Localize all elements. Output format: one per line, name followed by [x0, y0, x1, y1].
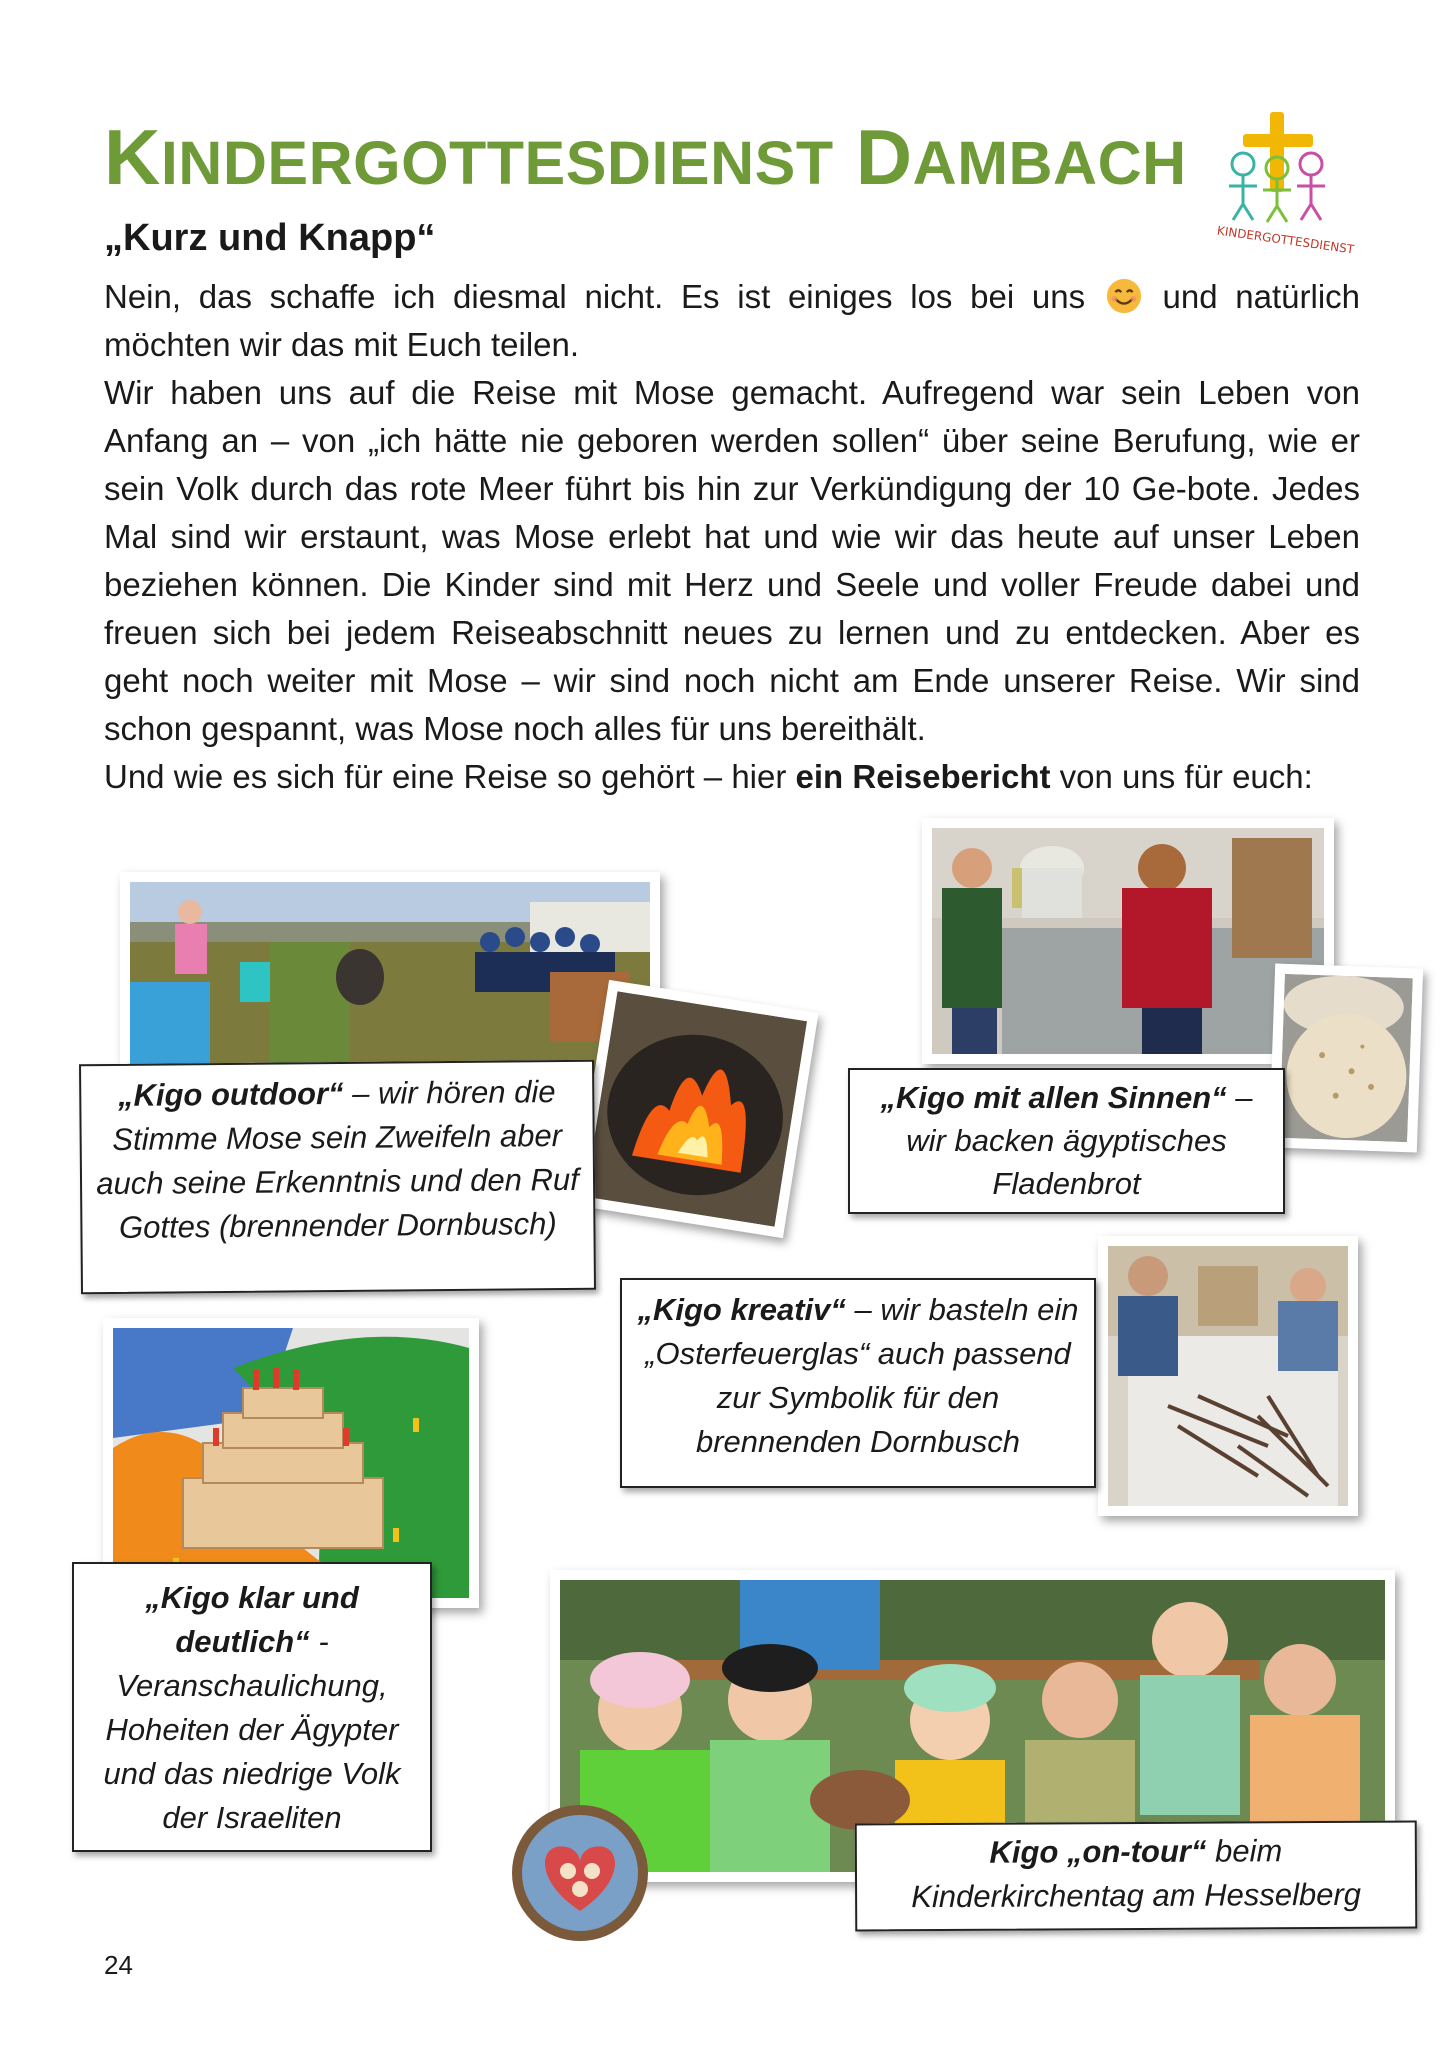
photo-kigo-kreativ — [1098, 1236, 1358, 1516]
kinderkirchentag-badge — [510, 1803, 650, 1943]
caption-kigo-klar: „Kigo klar und deutlich“ - Veranschaulichung, Hoheiten der Ägypter und das niedrige Volk der Israeliten — [72, 1562, 432, 1852]
caption-kigo-kreativ: „Kigo kreativ“ – wir basteln ein „Osterfeuerglas“ auch passend zur Symbolik für den brennenden Dornbusch — [620, 1278, 1096, 1488]
photo-kigo-outdoor — [120, 872, 660, 1084]
kindergottesdienst-logo — [1215, 112, 1355, 260]
paragraph-2: Wir haben uns auf die Reise mit Mose gemacht. Aufregend war sein Leben von Anfang an – von „ich hätte nie geboren werden sollen“ über seine Berufung, wie er sein Volk durch das rote Meer führt bis hin zur Verkündigung der 10 Ge-bote. Jedes Mal sind wir erstaunt, was Mose erlebt hat und wie wir das heute auf unser Leben beziehen können. Die Kinder sind mit Herz und Seele und voller Freude dabei und freuen sich bei jedem Reiseabschnitt neues zu lernen und zu entdecken. Aber es geht noch weiter mit Mose – wir sind noch nicht am Ende unserer Reise. Wir sind schon gespannt, was Mose noch alles für uns bereithält. — [104, 374, 1360, 747]
page-title: KINDERGOTTESDIENST DAMBACH — [104, 113, 1187, 201]
caption-kigo-on-tour: Kigo „on-tour“ beim Kinderkirchentag am Hesselberg — [855, 1821, 1418, 1932]
caption-kigo-sinnen: „Kigo mit allen Sinnen“ – wir backen ägyptisches Fladenbrot — [848, 1068, 1285, 1214]
body-text — [104, 273, 1360, 801]
smiley-icon — [1105, 277, 1143, 315]
caption-kigo-outdoor: „Kigo outdoor“ – wir hören die Stimme Mose sein Zweifeln aber auch seine Erkenntnis und den Ruf Gottes (brennender Dornbusch) — [79, 1060, 596, 1294]
subtitle: „Kurz und Knapp“ — [104, 217, 436, 259]
page-number: 24 — [104, 1950, 133, 1980]
paragraph-3: Und wie es sich für eine Reise so gehört – hier ein Reisebericht von uns für euch: — [104, 758, 1313, 795]
logo-text: KINDERGOTTESDIENST — [1216, 223, 1355, 257]
photo-fire — [573, 980, 818, 1238]
photo-flatbread — [1269, 963, 1423, 1152]
paragraph-1: Nein, das schaffe ich diesmal nicht. Es ist einiges los bei uns und natürlich möchten wir das mit Euch teilen. — [104, 278, 1361, 363]
